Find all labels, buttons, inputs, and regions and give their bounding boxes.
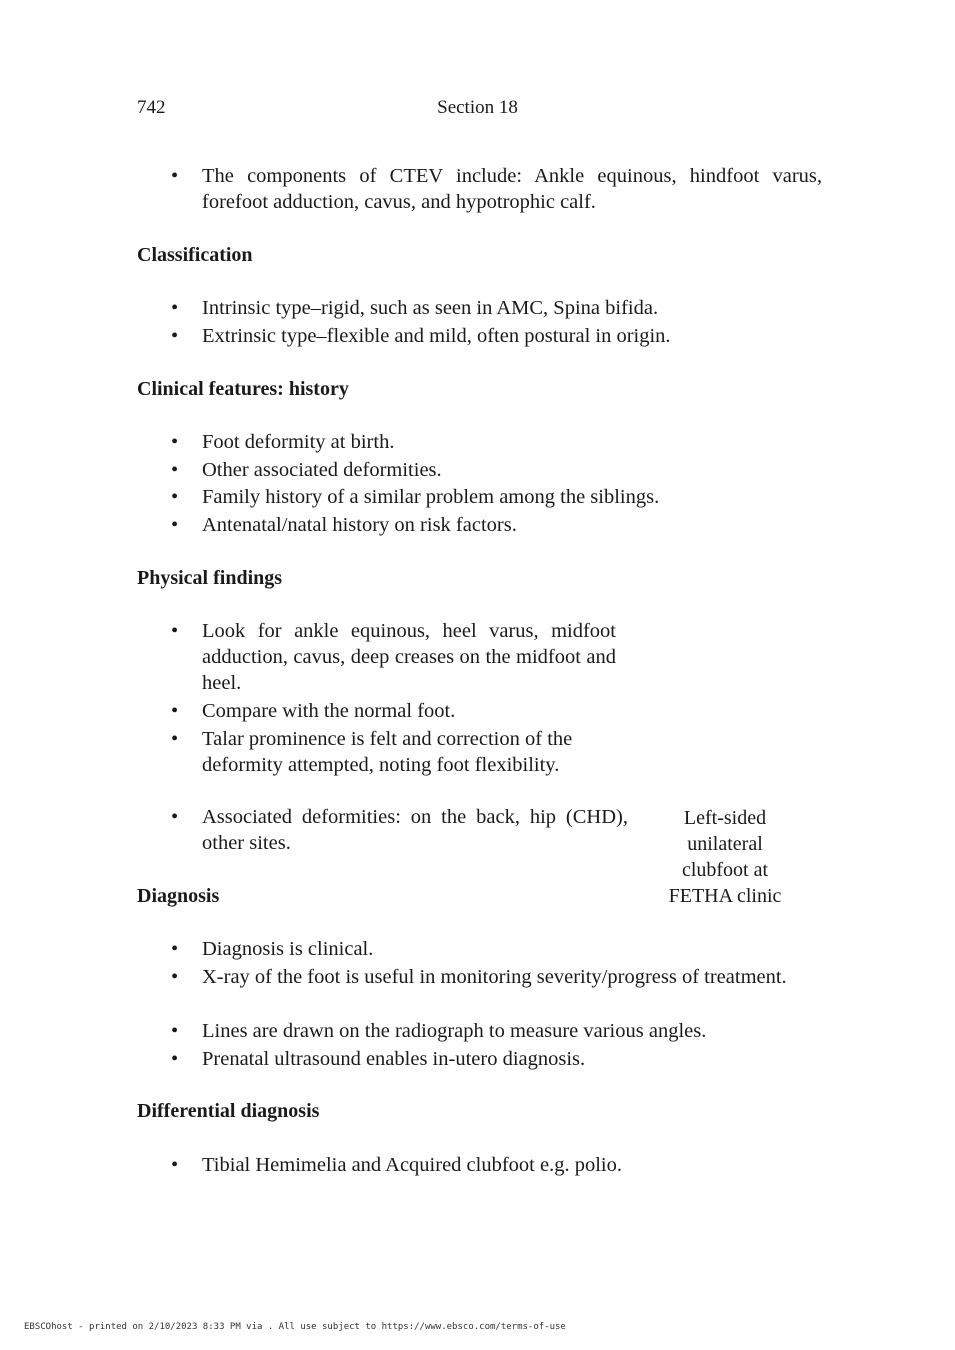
section-heading-diagnosis: Diagnosis bbox=[137, 885, 220, 907]
section-heading-classification: Classification bbox=[137, 244, 253, 266]
list-item: • Extrinsic type–flexible and mild, often postural in origin. bbox=[171, 325, 671, 347]
bullet-icon: • bbox=[171, 728, 179, 750]
bullet-icon: • bbox=[171, 297, 179, 319]
bullet-icon: • bbox=[171, 1154, 179, 1176]
list-item: • Foot deformity at birth. bbox=[171, 431, 395, 453]
print-footer: EBSCOhost - printed on 2/10/2023 8:33 PM via . All use subject to https://www.ebsco.com/terms-of-use bbox=[24, 1322, 566, 1332]
bullet-icon: • bbox=[171, 459, 179, 481]
list-item: • Antenatal/natal history on risk factors. bbox=[171, 514, 517, 536]
bullet-icon: • bbox=[171, 938, 179, 960]
list-item: • Prenatal ultrasound enables in-utero diagnosis. bbox=[171, 1048, 586, 1070]
section-heading-differential-diagnosis: Differential diagnosis bbox=[137, 1100, 320, 1122]
list-item: • Family history of a similar problem among the siblings. bbox=[171, 486, 660, 508]
bullet-icon: • bbox=[171, 514, 179, 536]
list-item: • Associated deformities: on the back, hip (CHD), other sites. bbox=[171, 806, 628, 854]
bullet-icon: • bbox=[171, 1048, 179, 1070]
list-item: • Lines are drawn on the radiograph to measure various angles. bbox=[171, 1020, 707, 1042]
bullet-icon: • bbox=[171, 1020, 179, 1042]
list-item: • Look for ankle equinous, heel varus, midfoot adduction, cavus, deep creases on the midfoot and heel. bbox=[171, 620, 616, 694]
list-item: • Tibial Hemimelia and Acquired clubfoot e.g. polio. bbox=[171, 1154, 622, 1176]
figure-caption: Left-sided unilateral clubfoot at FETHA clinic bbox=[668, 807, 782, 907]
list-item: • X-ray of the foot is useful in monitoring severity/progress of treatment. bbox=[171, 966, 787, 988]
list-item: • Talar prominence is felt and correction of the deformity attempted, noting foot flexibility. bbox=[171, 728, 573, 776]
bullet-icon: • bbox=[171, 325, 179, 347]
list-item: • Intrinsic type–rigid, such as seen in AMC, Spina bifida. bbox=[171, 297, 659, 319]
running-header: Section 18 bbox=[437, 97, 518, 118]
list-item: • Other associated deformities. bbox=[171, 459, 442, 481]
list-item: • Compare with the normal foot. bbox=[171, 700, 456, 722]
section-heading-clinical-history: Clinical features: history bbox=[137, 378, 349, 400]
bullet-icon: • bbox=[171, 620, 179, 642]
bullet-icon: • bbox=[171, 431, 179, 453]
list-item: • The components of CTEV include: Ankle equinous, hindfoot varus, forefoot adduction, cavus, and hypotrophic calf. bbox=[171, 165, 822, 213]
bullet-icon: • bbox=[171, 700, 179, 722]
bullet-icon: • bbox=[171, 966, 179, 988]
list-item: • Diagnosis is clinical. bbox=[171, 938, 374, 960]
bullet-icon: • bbox=[171, 165, 179, 187]
page-number: 742 bbox=[137, 97, 166, 118]
bullet-icon: • bbox=[171, 486, 179, 508]
section-heading-physical-findings: Physical findings bbox=[137, 567, 283, 589]
bullet-icon: • bbox=[171, 806, 179, 828]
